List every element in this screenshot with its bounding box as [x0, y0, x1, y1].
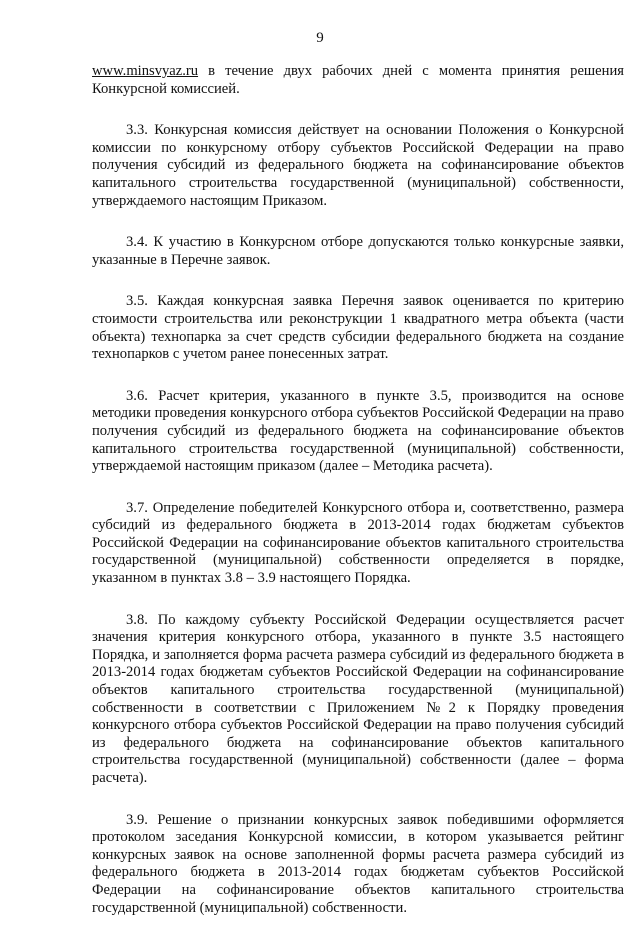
clause-3-6: 3.6. Расчет критерия, указанного в пункте 3.5, производится на основе методики проведения конкурсного отбора субъектов Российской Федерации на право получения субсидий из федерального бюджета на софинансирование объектов капитального строительства государственной (муниципальной) собственности, утверждаемой настоящим приказом (далее – Методика расчета).	[92, 387, 624, 475]
clause-3-7: 3.7. Определение победителей Конкурсного отбора и, соответственно, размера субсидий из федерального бюджета в 2013-2014 годах бюджетам субъектов Российской Федерации на софинансирование объектов капитального строительства государственной (муниципальной) собственности определяется в порядке, указанном в пунктах 3.8 – 3.9 настоящего Порядка.	[92, 499, 624, 587]
clause-3-3: 3.3. Конкурсная комиссия действует на основании Положения о Конкурсной комиссии по конкурсному отбору субъектов Российской Федерации на право получения субсидий из федерального бюджета на софинансирование объектов капитального строительства государственной (муниципальной) собственности, утверждаемого настоящим Приказом.	[92, 122, 624, 209]
intro-paragraph	[92, 63, 624, 98]
intro-text: в течение двух рабочих дней с момента принятия решения Конкурсной комиссией.	[92, 63, 624, 97]
clause-3-9: 3.9. Решение о признании конкурсных заявок победившими оформляется протоколом заседания Конкурсной комиссии, в котором указывается рейтинг конкурсных заявок на основе заполненной формы расчета размера субсидий из федерального бюджета в 2013-2014 годах бюджетам субъектов Российской Федерации на софинансирование объектов капитального строительства государственной (муниципальной) собственности.	[92, 811, 624, 916]
document-body	[92, 63, 624, 941]
clause-3-4: 3.4. К участию в Конкурсном отборе допускаются только конкурсные заявки, указанные в Перечне заявок.	[92, 234, 624, 268]
clause-3-8: 3.8. По каждому субъекту Российской Федерации осуществляется расчет значения критерия конкурсного отбора, указанного в пункте 3.5 настоящего Порядка, и заполняется форма расчета размера субсидий из федерального бюджета в 2013-2014 годах бюджетам субъектов Российской Федерации на софинансирование объектов капитального строительства государственной (муниципальной) собственности в соответствии с Приложением №2 к Порядку проведения конкурсного отбора субъектов Российской Федерации на право получения субсидий из федерального бюджета на софинансирование объектов капитального строительства государственной (муниципальной) собственности (далее – форма расчета).	[92, 611, 624, 786]
website-link[interactable]: www.minsvyaz.ru	[92, 63, 199, 79]
clause-3-5: 3.5. Каждая конкурсная заявка Перечня заявок оценивается по критерию стоимости строительства или реконструкции 1 квадратного метра объекта (части объекта) технопарка за счет средств субсидии федерального бюджета на создание технопарков с учетом ранее понесенных затрат.	[92, 293, 624, 363]
page-number: 9	[316, 30, 324, 46]
